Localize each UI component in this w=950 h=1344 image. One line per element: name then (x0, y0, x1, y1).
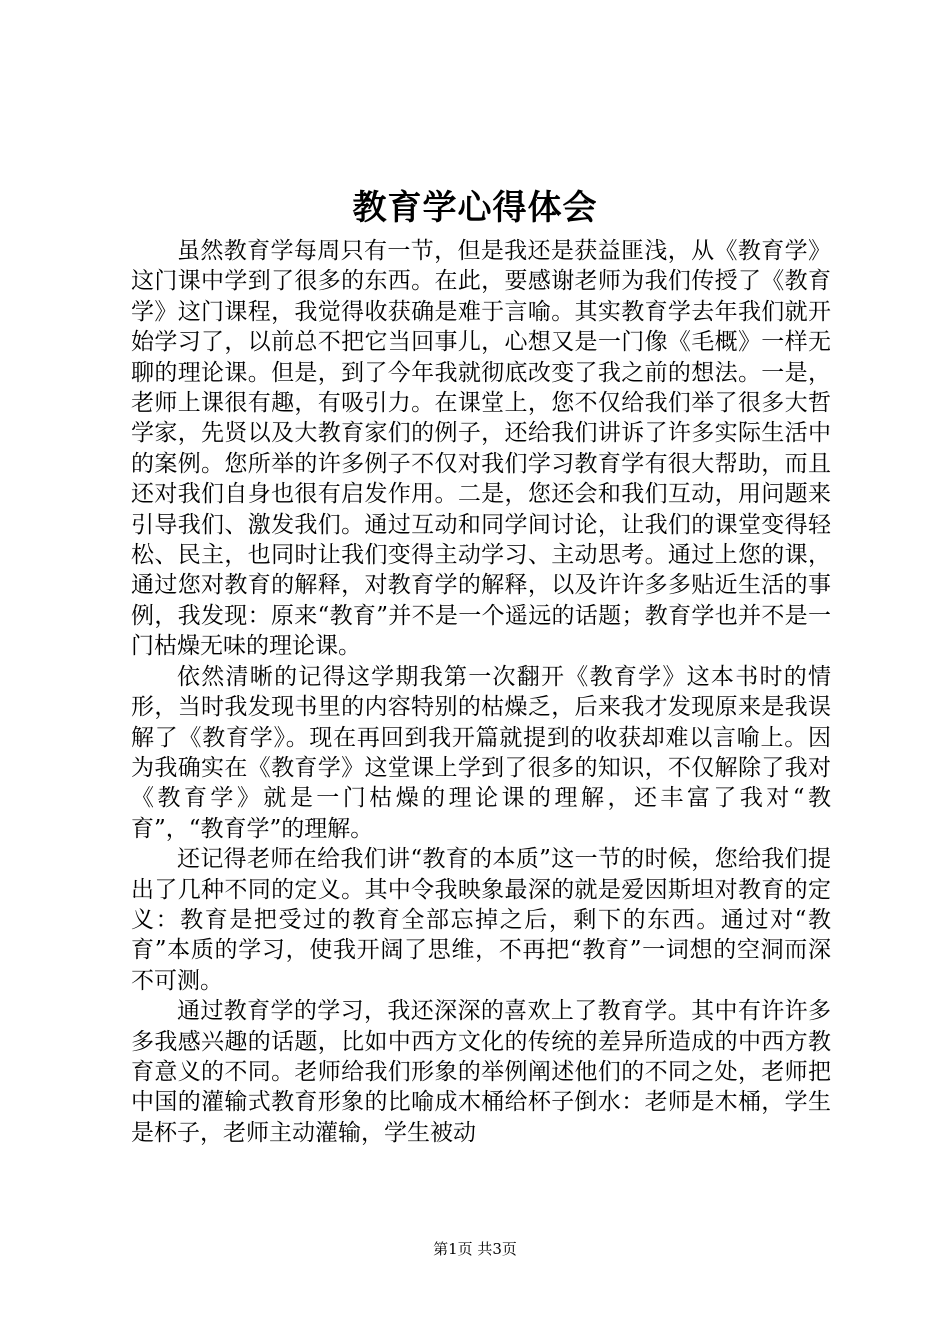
paragraph-4: 通过教育学的学习，我还深深的喜欢上了教育学。其中有许许多多我感兴趣的话题，比如中西方文化的传统的差异所造成的中西方教育意义的不同。老师给我们形象的举例阐述他们的不同之处，老师把中国的灌输式教育形象的比喻成木桶给杯子倒水：老师是木桶，学生是杯子，老师主动灌输，学生被动 (131, 998, 831, 1146)
paragraph-3: 还记得老师在给我们讲“教育的本质”这一节的时候，您给我们提出了几种不同的定义。其中令我映象最深的就是爱因斯坦对教育的定义：教育是把受过的教育全部忘掉之后，剩下的东西。通过对“教育”本质的学习，使我开阔了思维，不再把“教育”一词想的空洞而深不可测。 (131, 846, 831, 994)
page-footer: 第1页 共3页 (433, 1240, 517, 1258)
paragraph-1: 虽然教育学每周只有一节，但是我还是获益匪浅，从《教育学》这门课中学到了很多的东西。在此，要感谢老师为我们传授了《教育学》这门课程，我觉得收获确是难于言喻。其实教育学去年我们就开始学习了，以前总不把它当回事儿，心想又是一门像《毛概》一样无聊的理论课。但是，到了今年我就彻底改变了我之前的想法。一是，老师上课很有趣，有吸引力。在课堂上，您不仅给我们举了很多大哲学家，先贤以及大教育家们的例子，还给我们讲诉了许多实际生活中的案例。您所举的许多例子不仅对我们学习教育学有很大帮助，而且还对我们自身也很有启发作用。二是，您还会和我们互动，用问题来引导我们、激发我们。通过互动和同学间讨论，让我们的课堂变得轻松、民主，也同时让我们变得主动学习、主动思考。通过上您的课，通过您对教育的解释，对教育学的解释，以及许许多多贴近生活的事例，我发现：原来“教育”并不是一个遥远的话题；教育学也并不是一门枯燥无味的理论课。 (131, 238, 831, 660)
document-body (131, 236, 831, 1148)
document-title: 教育学心得体会 (352, 188, 598, 228)
paragraph-2: 依然清晰的记得这学期我第一次翻开《教育学》这本书时的情形，当时我发现书里的内容特别的枯燥乏，后来我才发现原来是我误解了《教育学》。现在再回到我开篇就提到的收获却难以言喻上。因为我确实在《教育学》这堂课上学到了很多的知识，不仅解除了我对《教育学》就是一门枯燥的理论课的理解，还丰富了我对“教育”，“教育学”的理解。 (131, 663, 831, 842)
